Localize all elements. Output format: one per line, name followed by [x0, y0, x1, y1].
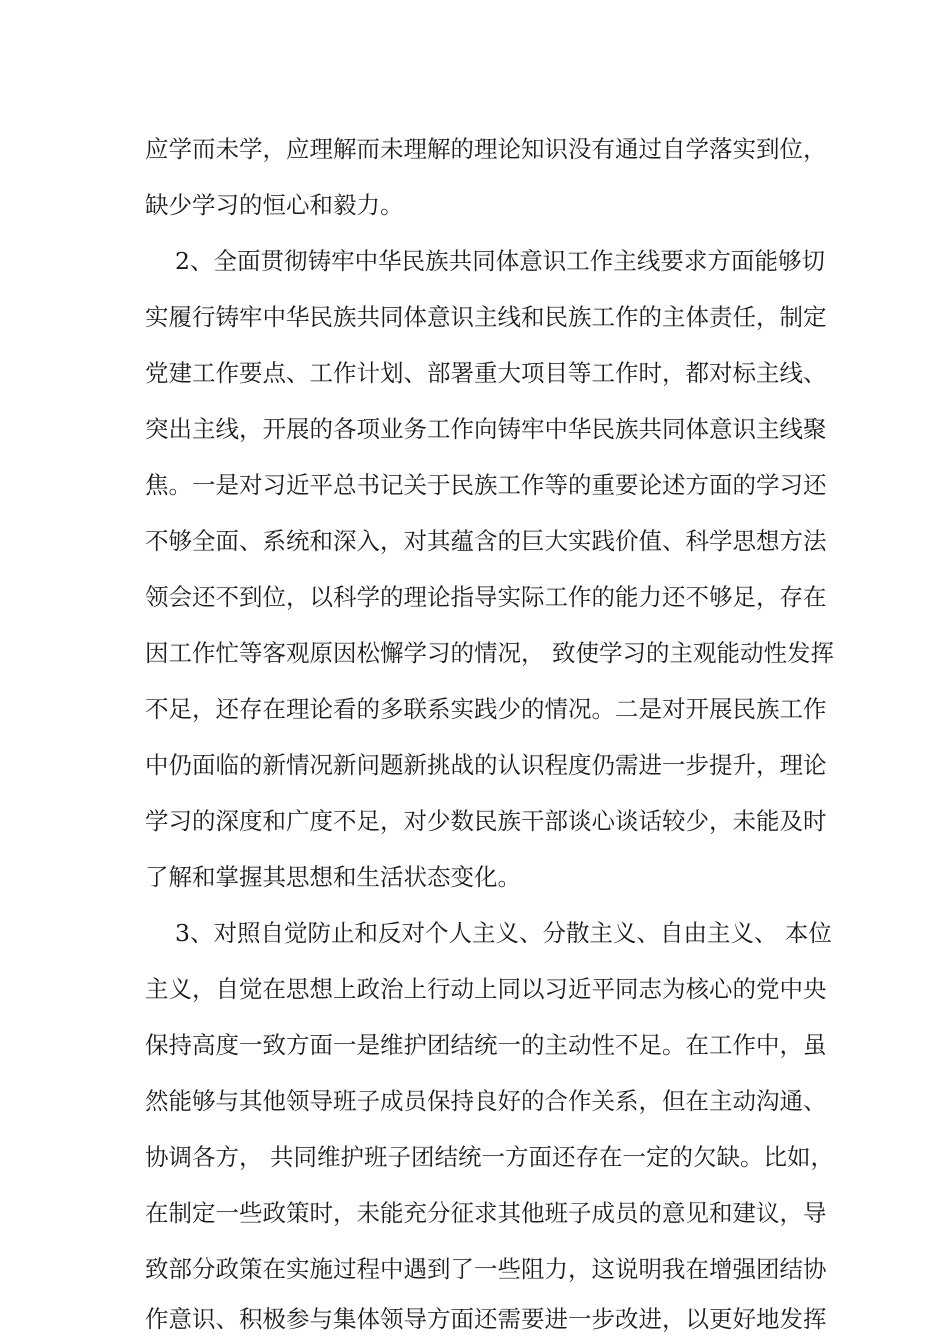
text-line: 保持高度一致方面一是维护团结统一的主动性不足。在工作中，虽: [145, 1031, 827, 1059]
text-line: 学习的深度和广度不足，对少数民族干部谈心谈话较少，未能及时: [145, 807, 827, 835]
text-line: 然能够与其他领导班子成员保持良好的合作关系，但在主动沟通、: [145, 1087, 827, 1115]
text-line: 实履行铸牢中华民族共同体意识主线和民族工作的主体责任，制定: [145, 303, 827, 331]
text-line: 了解和掌握其思想和生活状态变化。: [145, 863, 521, 891]
text-line: 不足，还存在理论看的多联系实践少的情况。二是对开展民族工作: [145, 695, 827, 723]
text-line: 缺少学习的恒心和毅力。: [145, 191, 404, 219]
text-line: 主义，自觉在思想上政治上行动上同以习近平同志为核心的党中央: [145, 975, 827, 1003]
paragraph-start-line: 2、全面贯彻铸牢中华民族共同体意识工作主线要求方面能够切: [175, 247, 825, 275]
text-line: 中仍面临的新情况新问题新挑战的认识程度仍需进一步提升，理论: [145, 751, 827, 779]
text-line: 作意识、积极参与集体领导方面还需要进一步改进，以更好地发挥: [145, 1305, 827, 1333]
text-line: 应学而未学，应理解而未理解的理论知识没有通过自学落实到位，: [145, 135, 827, 163]
text-line: 协调各方， 共同维护班子团结统一方面还存在一定的欠缺。比如，: [145, 1143, 834, 1171]
text-line: 焦。一是对习近平总书记关于民族工作等的重要论述方面的学习还: [145, 471, 827, 499]
text-line: 突出主线，开展的各项业务工作向铸牢中华民族共同体意识主线聚: [145, 415, 827, 443]
text-line: 领会还不到位，以科学的理论指导实际工作的能力还不够足，存在: [145, 583, 827, 611]
text-line: 不够全面、系统和深入，对其蕴含的巨大实践价值、科学思想方法: [145, 527, 827, 555]
text-line: 致部分政策在实施过程中遇到了一些阻力，这说明我在增强团结协: [145, 1255, 827, 1283]
paragraph-start-line: 3、对照自觉防止和反对个人主义、分散主义、自由主义、 本位: [175, 919, 832, 947]
text-line: 在制定一些政策时，未能充分征求其他班子成员的意见和建议，导: [145, 1199, 827, 1227]
text-line: 党建工作要点、工作计划、部署重大项目等工作时，都对标主线、: [145, 359, 827, 387]
text-line: 因工作忙等客观原因松懈学习的情况， 致使学习的主观能动性发挥: [145, 639, 834, 667]
